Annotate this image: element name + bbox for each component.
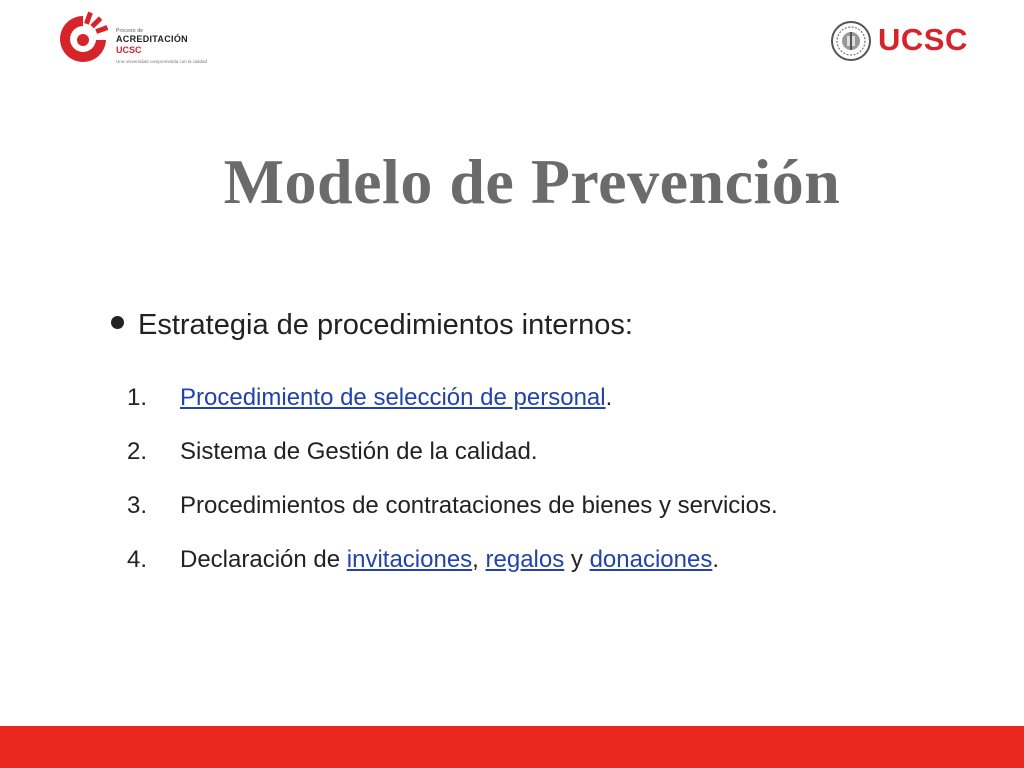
list-text: [180, 542, 719, 578]
slide-title: Modelo de Prevención: [223, 146, 841, 217]
acreditacion-main-text: ACREDITACIÓN: [116, 34, 188, 44]
acreditacion-logo: [52, 10, 208, 68]
list-number: 3.: [127, 492, 148, 519]
link-seleccion-personal[interactable]: Procedimiento de selección de personal: [180, 384, 606, 411]
list-number: 1.: [127, 384, 148, 411]
list-text-part: ,: [472, 546, 486, 573]
list-text-part: Procedimientos de contrataciones de bienes y servicios.: [180, 492, 778, 519]
acreditacion-logo-icon: [52, 10, 114, 68]
list-text-part: Declaración de: [180, 546, 347, 573]
list-text: [180, 434, 538, 470]
link-invitaciones[interactable]: invitaciones: [346, 546, 473, 573]
link-donaciones[interactable]: donaciones: [589, 546, 713, 573]
list-number: 4.: [127, 546, 148, 573]
list-text-part: .: [712, 546, 720, 573]
bullet-item: [111, 309, 633, 342]
list-text: [180, 488, 778, 524]
ucsc-logo-text: UCSC: [878, 22, 968, 57]
bullet-dot-icon: [111, 316, 124, 329]
link-regalos[interactable]: regalos: [485, 546, 565, 573]
list-text: [180, 380, 612, 416]
ucsc-logo: [830, 18, 975, 68]
list-text-part: .: [605, 384, 613, 411]
ucsc-seal-icon: [830, 20, 872, 62]
acreditacion-org-text: UCSC: [116, 45, 142, 55]
footer-bar: [0, 726, 1024, 768]
acreditacion-tagline: Una universidad comprometida con la calidad: [116, 59, 208, 64]
bullet-text: Estrategia de procedimientos internos:: [138, 309, 633, 341]
list-text-part: y: [564, 546, 590, 573]
list-number: 2.: [127, 438, 148, 465]
acreditacion-small-text: Proceso de: [116, 28, 144, 34]
list-text-part: Sistema de Gestión de la calidad.: [180, 438, 538, 465]
